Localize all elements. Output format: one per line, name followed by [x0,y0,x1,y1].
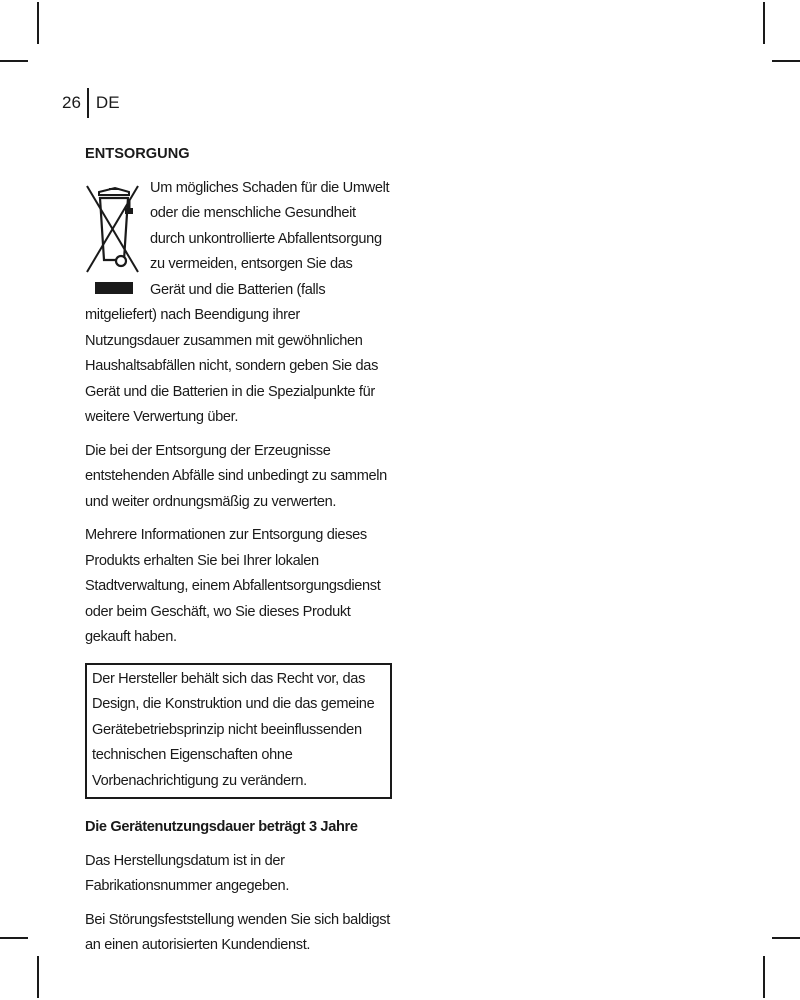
disposal-intro-paragraph: Um mögliches Schaden für die Umwelt oder die menschliche Gesundheit durch unkontrollierte Abfallentsorgung zu vermeiden, entsorgen Sie das Gerät und die Batterien (falls mitgeliefert) nach Beendigung ihrer Nutzungsdauer zusammen mit gewöhnlichen Haushaltsabfällen nicht, sondern geben Sie das Gerät und die Batterien in die Spezialpunkte für weitere Verwertung über. [85,179,390,425]
crop-mark-bottom-left-vertical [37,956,39,998]
crop-mark-top-left-horizontal [0,60,28,62]
crop-mark-top-right-vertical [763,2,765,44]
section-title-disposal: ENTSORGUNG [85,146,190,162]
crop-mark-bottom-left-horizontal [0,937,28,939]
lifetime-heading: Die Gerätenutzungsdauer beträgt 3 Jahre [85,819,358,835]
crop-mark-top-right-horizontal [772,60,800,62]
page-header [62,88,120,118]
disposal-paragraph-3: Mehrere Informationen zur Entsorgung dieses Produkts erhalten Sie bei Ihrer lokalen Stadtverwaltung, einem Abfallentsorgungsdienst oder beim Geschäft, wo Sie dieses Produkt gekauft haben. [85,527,381,645]
crop-mark-top-left-vertical [37,2,39,44]
manufacturer-notice-box [85,663,392,800]
page-number: 26 [62,93,81,112]
lifetime-paragraph-2: Bei Störungsfeststellung wenden Sie sich baldigst an einen autorisierten Kundendienst. [85,911,390,953]
header-divider [87,88,89,118]
crossed-out-wheelie-bin-icon [85,182,140,297]
crop-mark-bottom-right-vertical [763,956,765,998]
page-content [85,142,390,967]
crop-mark-bottom-right-horizontal [772,937,800,939]
manufacturer-notice-text: Der Hersteller behält sich das Recht vor, das Design, die Konstruktion und die das gemeine Gerätebetriebsprinzip nicht beeinflussenden technischen Eigenschaften ohne Vorbenachrichtigung zu verändern. [92,670,375,789]
language-code: DE [95,93,120,112]
lifetime-paragraph-1: Das Herstellungsdatum ist in der Fabrikationsnummer angegeben. [85,852,290,894]
disposal-paragraph-2: Die bei der Entsorgung der Erzeugnisse entstehenden Abfälle sind unbedingt zu sammeln und weiter ordnungsmäßig zu verwerten. [85,442,387,510]
